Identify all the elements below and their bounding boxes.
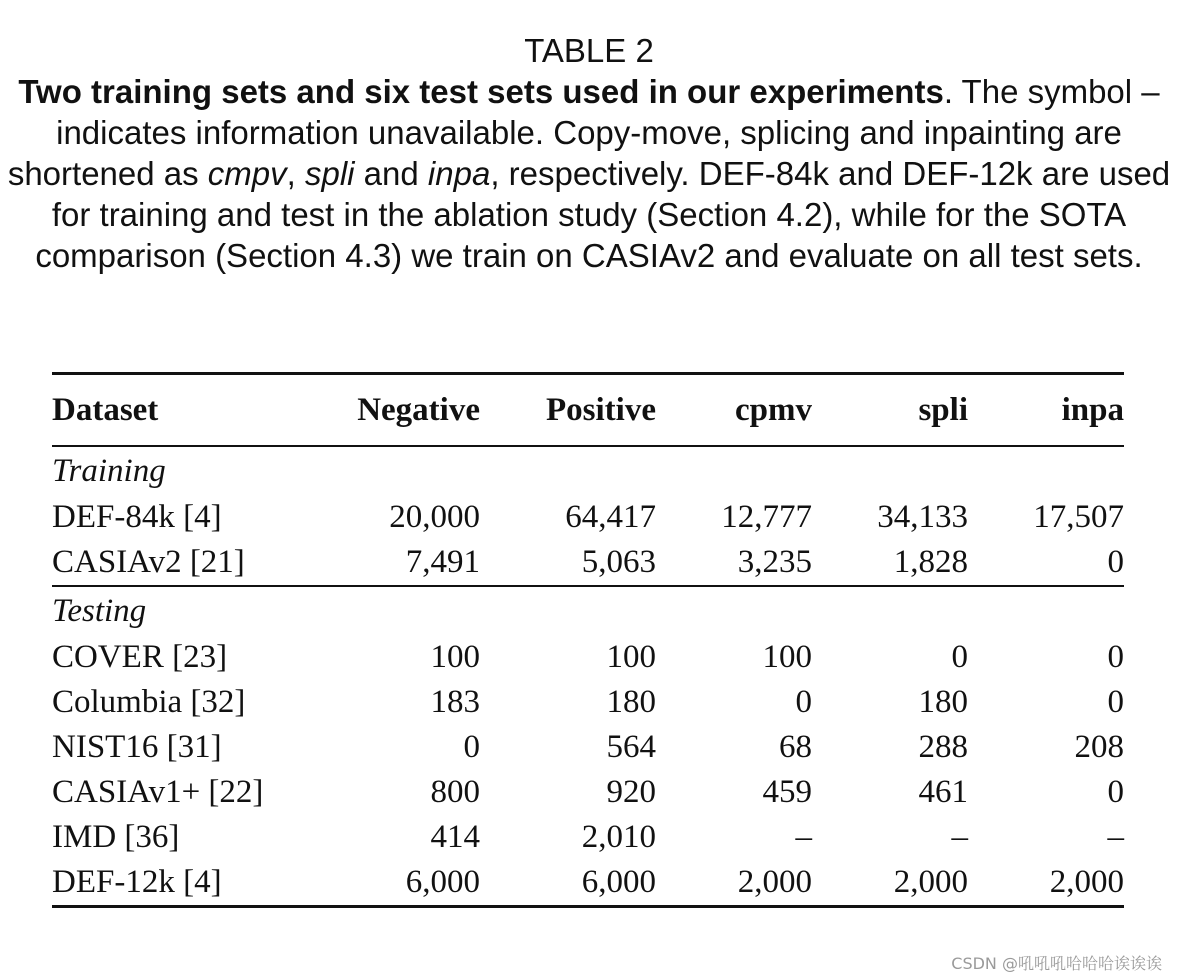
table-cell: 800	[430, 774, 480, 810]
caption-italic-term: spli	[304, 155, 355, 192]
caption-text: and	[354, 155, 428, 192]
table-cell: 68	[779, 729, 812, 765]
table-cell: 183	[430, 684, 480, 720]
table-cell: 1,828	[893, 544, 968, 580]
table-cell: 2,000	[893, 864, 968, 900]
dataset-name-cell: COVER [23]	[52, 639, 228, 675]
table-row	[52, 495, 1124, 540]
header-cell-spli: spli	[918, 392, 968, 428]
table-cell: 0	[1107, 639, 1124, 675]
table-caption	[0, 30, 1178, 276]
table-cell: 564	[606, 729, 656, 765]
bottom-rule	[52, 905, 1124, 908]
dataset-name-cell: Columbia [32]	[52, 684, 246, 720]
table-cell: 920	[606, 774, 656, 810]
table-row	[52, 725, 1124, 770]
table-cell: 7,491	[405, 544, 480, 580]
table-cell: 2,000	[737, 864, 812, 900]
dataset-name-cell: NIST16 [31]	[52, 729, 222, 765]
table-row	[52, 815, 1124, 860]
table-cell: 0	[463, 729, 480, 765]
header-cell-positive: Positive	[546, 392, 656, 428]
table-cell: 100	[762, 639, 812, 675]
table-cell: 459	[762, 774, 812, 810]
table-cell: 20,000	[389, 499, 480, 535]
table-cell: 208	[1074, 729, 1124, 765]
table-cell: –	[951, 819, 968, 855]
table-cell: 5,063	[581, 544, 656, 580]
table-cell: 288	[918, 729, 968, 765]
dataset-name-cell: DEF-84k [4]	[52, 499, 222, 535]
caption-italic-term: inpa	[427, 155, 491, 192]
table-cell: 2,010	[581, 819, 656, 855]
table-cell: –	[795, 819, 812, 855]
table-cell: 180	[606, 684, 656, 720]
caption-text: , respectively. DEF-84k and DEF-12k are used for training and test in the ablation study (Section 4.2), while for the SOTA comparison (Section 4.3) we train on CASIAv2 and evaluate on all test sets.	[35, 155, 1171, 274]
table-cell: 100	[606, 639, 656, 675]
table-cell: 0	[795, 684, 812, 720]
table-cell: 2,000	[1049, 864, 1124, 900]
caption-bold-lead: Two training sets and six test sets used in our experiments	[18, 73, 944, 110]
table-row	[52, 770, 1124, 815]
caption-text: . The symbol – indicates information unavailable. Copy-move, splicing and inpainting are shortened as	[7, 73, 1160, 192]
section-title	[52, 447, 1124, 495]
table-cell: 6,000	[405, 864, 480, 900]
header-cell-inpa: inpa	[1061, 392, 1124, 428]
table-cell: 12,777	[721, 499, 812, 535]
dataset-name-cell: CASIAv2 [21]	[52, 544, 245, 580]
table-cell: 0	[951, 639, 968, 675]
table-row	[52, 635, 1124, 680]
table-cell: 180	[918, 684, 968, 720]
table-cell: 100	[430, 639, 480, 675]
table-label: TABLE 2	[524, 32, 654, 69]
section-title	[52, 587, 1124, 635]
table-cell: 3,235	[737, 544, 812, 580]
watermark: CSDN @吼吼吼哈哈哈诶诶诶	[951, 954, 1162, 973]
table-cell: –	[1107, 819, 1124, 855]
dataset-table	[52, 372, 1124, 908]
table-cell: 0	[1107, 684, 1124, 720]
table-body	[52, 447, 1124, 905]
table-row	[52, 680, 1124, 725]
table-header-row	[52, 375, 1124, 445]
header-cell-cpmv: cpmv	[735, 392, 812, 428]
table-row	[52, 860, 1124, 905]
section-title-text: Testing	[52, 593, 147, 629]
dataset-name-cell: IMD [36]	[52, 819, 180, 855]
table-cell: 34,133	[877, 499, 968, 535]
table-cell: 414	[430, 819, 480, 855]
caption-italic-term: cmpv	[207, 155, 287, 192]
header-cell-negative: Negative	[357, 392, 480, 428]
table-cell: 64,417	[565, 499, 656, 535]
table-cell: 6,000	[581, 864, 656, 900]
table-cell: 0	[1107, 774, 1124, 810]
dataset-name-cell: CASIAv1+ [22]	[52, 774, 264, 810]
dataset-name-cell: DEF-12k [4]	[52, 864, 222, 900]
caption-text: ,	[286, 155, 305, 192]
section-title-text: Training	[52, 453, 166, 489]
table-cell: 0	[1107, 544, 1124, 580]
table-cell: 461	[918, 774, 968, 810]
header-cell-dataset: Dataset	[52, 392, 159, 428]
table-row	[52, 540, 1124, 585]
table-cell: 17,507	[1033, 499, 1124, 535]
